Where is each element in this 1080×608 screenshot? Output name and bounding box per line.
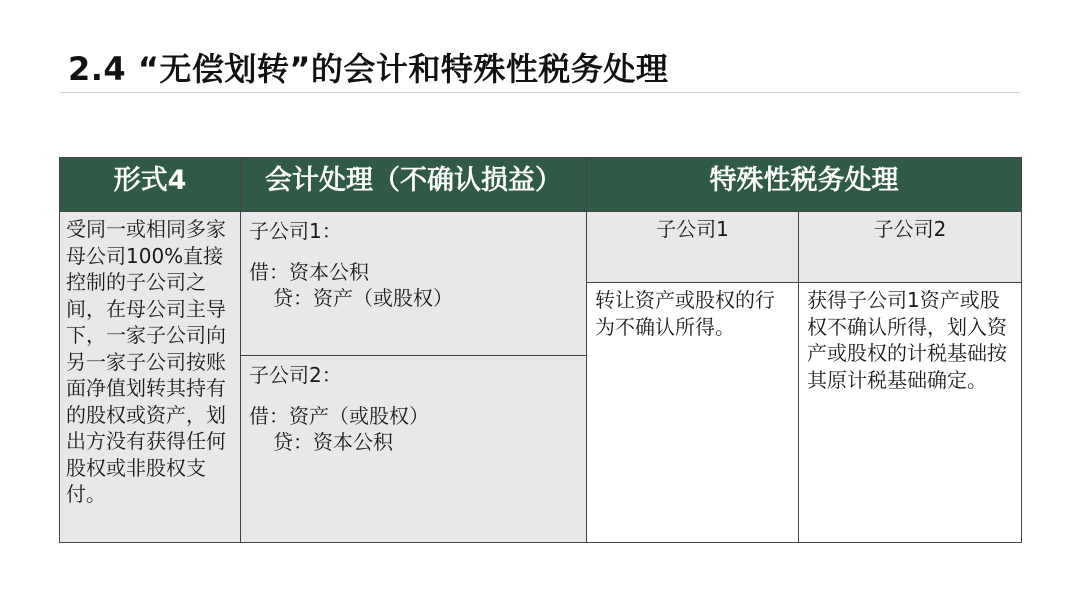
header-form: 形式4	[60, 158, 241, 212]
tax-sub2-text: 获得子公司1资产或股权不确认所得，划入资产或股权的计税基础按其原计税基础确定。	[807, 288, 1007, 392]
accounting-sub2-debit: 借：资产（或股权）	[249, 403, 429, 428]
table-row	[60, 212, 1022, 283]
table-header-row	[60, 158, 1022, 212]
header-accounting: 会计处理（不确认损益）	[241, 158, 587, 212]
form-description-cell	[60, 212, 241, 543]
accounting-sub1-label: 子公司1：	[249, 219, 342, 243]
form-description: 受同一或相同多家母公司100%直接控制的子公司之间，在母公司主导下，一家子公司向另一家子公司按账面净值划转其持有的股权或资产，划出方没有获得任何股权或非股权支付。	[66, 217, 226, 506]
accounting-sub2-cell	[241, 356, 587, 543]
tax-sub1-header: 子公司1	[656, 217, 729, 241]
tax-sub1-header-cell	[587, 212, 799, 283]
tax-sub1-text-cell	[587, 283, 799, 543]
accounting-sub1-credit: 贷：资产（或股权）	[273, 286, 453, 310]
tax-sub2-header-cell	[799, 212, 1022, 283]
accounting-sub2-label: 子公司2：	[249, 363, 342, 387]
header-special-tax: 特殊性税务处理	[587, 158, 1022, 212]
slide-title: 2.4 “无偿划转”的会计和特殊性税务处理	[68, 50, 669, 88]
tax-treatment-table	[59, 157, 1022, 543]
accounting-sub1-debit: 借：资本公积	[249, 259, 369, 284]
accounting-sub1-cell	[241, 212, 587, 356]
tax-sub2-header: 子公司2	[873, 217, 947, 241]
tax-sub1-text: 转让资产或股权的行为不确认所得。	[595, 288, 775, 339]
title-divider	[60, 92, 1020, 93]
accounting-sub2-credit: 贷：资本公积	[273, 430, 393, 454]
tax-sub2-text-cell	[799, 283, 1022, 543]
